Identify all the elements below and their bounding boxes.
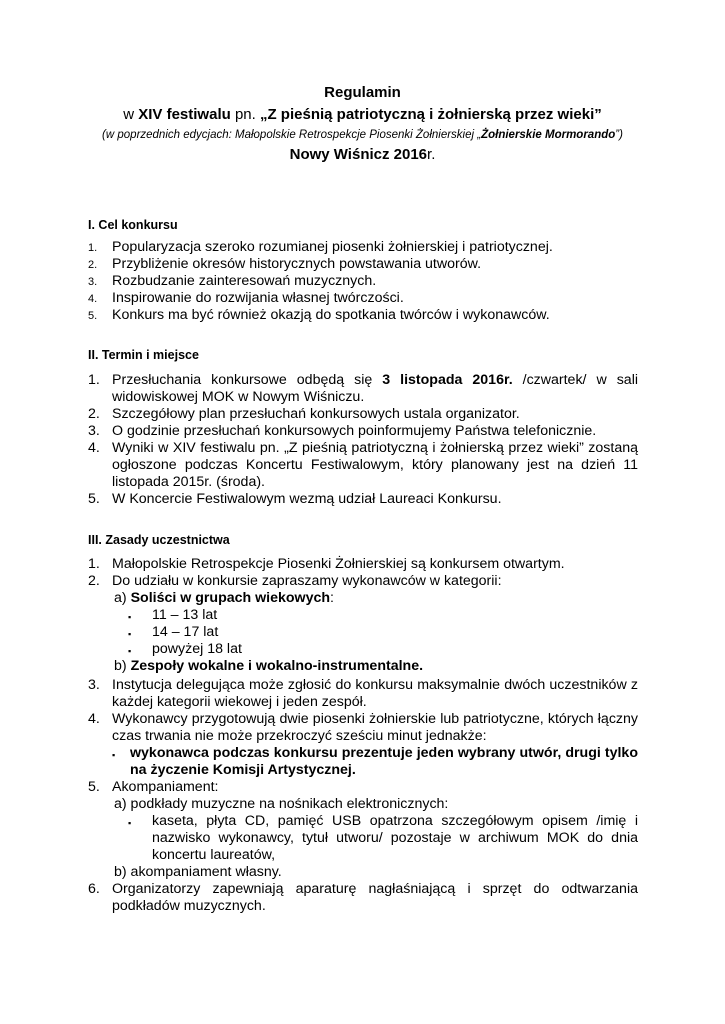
item-number: 5. bbox=[88, 779, 100, 795]
item-number: 2. bbox=[88, 259, 98, 271]
item-text: Instytucja delegująca może zgłosić do konkursu maksymalnie dwóch uczestników z każdej kategorii wiekowej i jeden zespół. bbox=[112, 677, 638, 710]
age-group-item bbox=[128, 607, 638, 624]
list-item bbox=[88, 556, 638, 573]
age-group-text: 11 – 13 lat bbox=[152, 607, 218, 623]
line4-post: r. bbox=[427, 146, 436, 163]
age-group-text: powyżej 18 lat bbox=[152, 641, 242, 657]
item-text: Małopolskie Retrospekcje Piosenki Żołnierskiej są konkursem otwartym. bbox=[112, 556, 565, 572]
previous-editions-line bbox=[0, 129, 725, 141]
line2-bold1: XIV festiwalu bbox=[138, 106, 231, 123]
list-item bbox=[88, 779, 638, 796]
age-group-item bbox=[128, 624, 638, 641]
item-text: Organizatorzy zapewniają aparaturę nagłaśniającą i sprzęt do odtwarzania podkładów muzycznych. bbox=[112, 881, 638, 914]
item-number: 3. bbox=[88, 276, 98, 288]
list-item bbox=[88, 491, 638, 508]
section-3-list bbox=[88, 556, 638, 915]
item-number: 1. bbox=[88, 556, 100, 572]
list-item bbox=[88, 290, 638, 307]
item-number: 2. bbox=[88, 573, 100, 589]
list-item bbox=[88, 711, 638, 745]
item-number: 5. bbox=[88, 310, 98, 322]
item-text: Przybliżenie okresów historycznych powstawania utworów. bbox=[112, 256, 482, 272]
media-bullet-item bbox=[128, 813, 638, 864]
item-text: Przesłuchania konkursowe odbędą się bbox=[112, 372, 383, 388]
line3-pre: (w poprzednich edycjach: Małopolskie Retrospekcje Piosenki Żołnierskiej „ bbox=[102, 129, 482, 141]
item-text: Inspirowanie do rozwijania własnej twórczości. bbox=[112, 290, 404, 306]
item-text: Do udziału w konkursie zapraszamy wykonawców w kategorii: bbox=[112, 573, 502, 589]
item-text: Rozbudzanie zainteresowań muzycznych. bbox=[112, 273, 377, 289]
item-text: O godzinie przesłuchań konkursowych poinformujemy Państwa telefonicznie. bbox=[112, 423, 597, 439]
line3-bold: Żołnierskie Mormorando bbox=[481, 129, 616, 141]
line2-pre: w bbox=[123, 106, 139, 123]
line2-bold2: „Z pieśnią patriotyczną i żołnierską przez wieki” bbox=[259, 106, 602, 123]
item-number: 1. bbox=[88, 372, 100, 388]
bullet-text: wykonawca podczas konkursu prezentuje jeden wybrany utwór, drugi tylko na życzenie Komisji Artystycznej. bbox=[130, 745, 638, 778]
item-text: Akompaniament: bbox=[112, 779, 219, 795]
line4-bold: Nowy Wiśnicz 2016 bbox=[289, 146, 428, 163]
category-colon: : bbox=[330, 590, 334, 606]
section-1-heading: I. Cel konkursu bbox=[88, 218, 178, 232]
list-item bbox=[88, 239, 638, 256]
list-item bbox=[88, 372, 638, 406]
item-text: W Koncercie Festiwalowym wezmą udział Laureaci Konkursu. bbox=[112, 491, 502, 507]
sub-item-b: b) akompaniament własny. bbox=[114, 864, 282, 880]
item-number: 2. bbox=[88, 406, 100, 422]
item-text: Konkurs ma być również okazją do spotkania twórców i wykonawców. bbox=[112, 307, 550, 323]
category-label: a) bbox=[114, 590, 131, 606]
list-item bbox=[88, 307, 638, 324]
item-number: 4. bbox=[88, 440, 100, 456]
bullet-icon: ▪ bbox=[128, 818, 132, 828]
festival-name-line bbox=[0, 106, 725, 123]
bullet-icon: ▪ bbox=[128, 646, 132, 656]
list-item bbox=[88, 440, 638, 491]
place-year-line bbox=[0, 146, 725, 163]
list-item bbox=[88, 273, 638, 290]
age-group-item bbox=[128, 641, 638, 658]
bullet-icon: ▪ bbox=[128, 629, 132, 639]
item-text: Szczegółowy plan przesłuchań konkursowych ustala organizator. bbox=[112, 406, 520, 422]
item-text: Wyniki w XIV festiwalu pn. „Z pieśnią patriotyczną i żołnierską przez wieki” zostaną ogłoszone podczas Koncertu Festiwalowym, który planowany jest na dzień 11 listopada 2015r. (środa). bbox=[112, 440, 638, 490]
category-b bbox=[114, 658, 638, 675]
date-highlight: 3 listopada 2016r. bbox=[382, 372, 513, 388]
section-1-list bbox=[88, 239, 638, 324]
section-3-heading: III. Zasady uczestnictwa bbox=[88, 533, 230, 547]
category-a bbox=[114, 590, 638, 607]
section-2-list bbox=[88, 372, 638, 508]
section-2-heading: II. Termin i miejsce bbox=[88, 348, 199, 362]
list-item bbox=[88, 573, 638, 590]
line2-mid: pn. bbox=[230, 106, 260, 123]
item-text: Popularyzacja szeroko rozumianej piosenki żołnierskiej i patriotycznej. bbox=[112, 239, 553, 255]
list-item bbox=[88, 423, 638, 440]
bullet-text: kaseta, płyta CD, pamięć USB opatrzona szczegółowym opisem /imię i nazwisko wykonawcy, tytuł utworu/ pozostaje w archiwum MOK do dnia koncertu laureatów, bbox=[152, 813, 638, 863]
age-group-text: 14 – 17 lat bbox=[152, 624, 219, 640]
item-number: 4. bbox=[88, 293, 98, 305]
category-label: b) bbox=[114, 658, 131, 674]
item-number: 1. bbox=[88, 242, 98, 254]
sub-item-a: a) podkłady muzyczne na nośnikach elektronicznych: bbox=[114, 796, 449, 812]
item-number: 4. bbox=[88, 711, 100, 727]
line3-post: ”) bbox=[615, 129, 623, 141]
list-item bbox=[88, 677, 638, 711]
list-item bbox=[88, 256, 638, 273]
bold-bullet-item bbox=[112, 745, 638, 779]
bullet-icon: ▪ bbox=[128, 612, 132, 622]
page-title bbox=[0, 84, 725, 101]
category-title: Zespoły wokalne i wokalno-instrumentalne. bbox=[130, 658, 424, 674]
list-item bbox=[88, 881, 638, 915]
item-number: 6. bbox=[88, 881, 100, 897]
title-text: Regulamin bbox=[324, 84, 401, 101]
item-number: 3. bbox=[88, 423, 100, 439]
item-text: Wykonawcy przygotowują dwie piosenki żołnierskie lub patriotyczne, których łączny czas trwania nie może przekroczyć sześciu minut jednakże: bbox=[112, 711, 638, 744]
category-title: Soliści w grupach wiekowych bbox=[130, 590, 331, 606]
list-item bbox=[88, 406, 638, 423]
item-text: /czwartek/ w sali widowiskowej MOK w Nowym Wiśniczu. bbox=[112, 372, 638, 405]
item-number: 5. bbox=[88, 491, 100, 507]
item-number: 3. bbox=[88, 677, 100, 693]
bullet-icon: ▪ bbox=[112, 750, 116, 760]
